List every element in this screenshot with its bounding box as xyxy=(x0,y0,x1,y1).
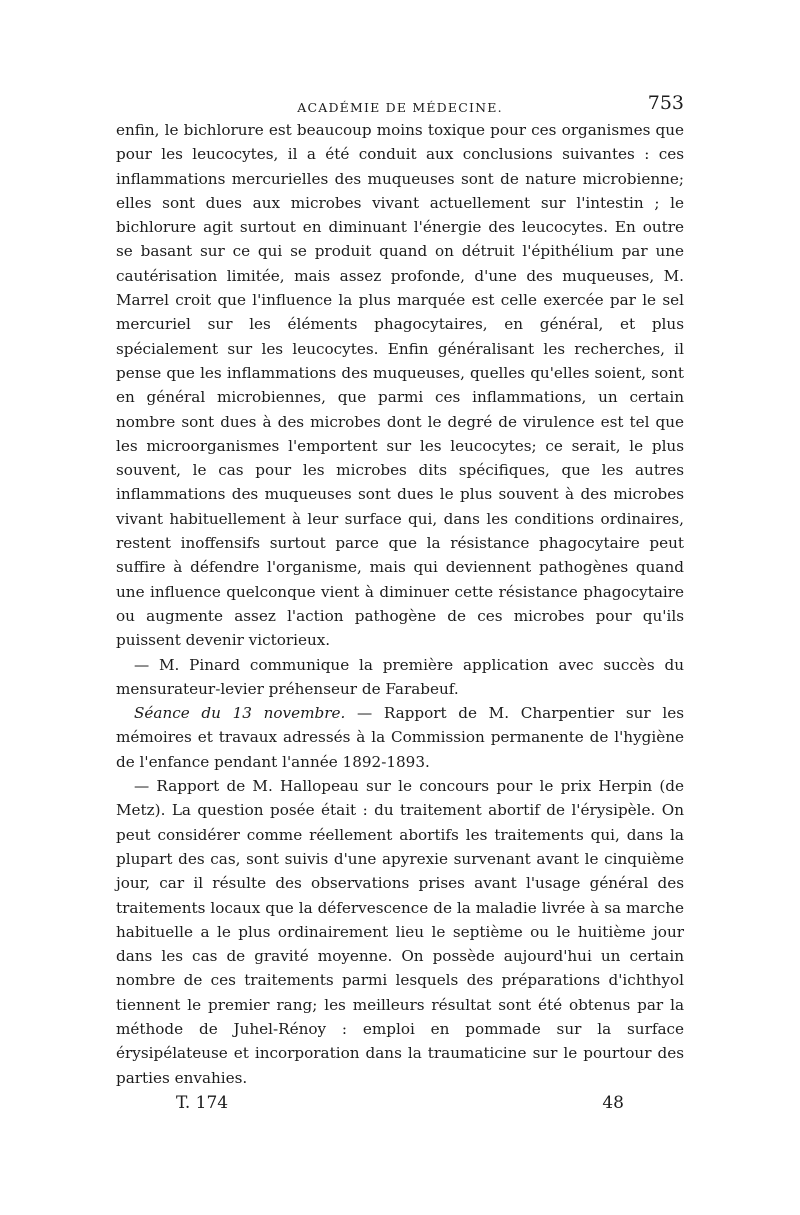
page-footer xyxy=(116,1093,684,1117)
running-head xyxy=(116,92,684,118)
paragraph-marrel-conclusions: enfin, le bichlorure est beaucoup moins toxique pour ces organismes que pour les leucocytes, il a été conduit aux conclusions suivantes : ces inflammations mercurielles des muqueuses sont de nature microbienne; elles sont dues aux microbes vivant actuellement sur l'intestin ; le bichlorure agit surtout en diminuant l'énergie des leucocytes. En outre se basant sur ce qui se produit quand on détruit l'épithélium par une cautérisation limitée, mais assez profonde, d'une des muqueuses, M. Marrel croit que l'influence la plus marquée est celle exercée par le sel mercuriel sur les éléments phagocytaires, en général, et plus spécialement sur les leucocytes. Enfin généralisant les recherches, il pense que les inflammations des muqueuses, quelles qu'elles soient, sont en général microbiennes, que parmi ces inflammations, un certain nombre sont dues à des microbes dont le degré de virulence est tel que les microorganismes l'emportent sur les leucocytes; ce serait, le plus souvent, le cas pour les microbes dits spécifiques, que les autres inflammations des muqueuses sont dues le plus souvent à des microbes vivant habituellement à leur surface qui, dans les conditions ordinaires, restent inoffensifs surtout parce que la résistance phagocytaire peut suffire à défendre l'organisme, mais qui deviennent pathogènes quand une influence quelconque vient à diminuer cette résistance phagocytaire ou augmente assez l'action pathogène de ces microbes pour qu'ils puissent devenir victorieux. xyxy=(116,121,684,650)
document-page xyxy=(116,92,684,1117)
seance-text: — Rapport de M. Charpentier sur les mémoires et travaux adressés à la Commission permanente de l'hygiène de l'enfance pendant l'année 1892-1893. xyxy=(116,704,684,771)
paragraph-seance xyxy=(116,701,684,774)
paragraph-hallopeau: — Rapport de M. Hallopeau sur le concours pour le prix Herpin (de Metz). La question posée était : du traitement abortif de l'érysipèle. On peut considérer comme réellement abortifs les traitements qui, dans la plupart des cas, sont suivis d'une apyrexie survenant avant le cinquième jour, car il résulte des observations prises avant l'usage général des traitements locaux que la défervescence de la maladie livrée à sa marche habituelle a le plus ordinairement lieu le septième ou le huitième jour dans les cas de gravité moyenne. On possède aujourd'hui un certain nombre de ces traitements parmi lesquels des préparations d'ichthyol tiennent le premier rang; les meilleurs résultat sont été obtenus par la méthode de Juhel-Rénoy : emploi en pommade sur la surface érysipélateuse et incorporation dans la traumaticine sur le pourtour des parties envahies. xyxy=(116,777,684,1087)
volume-mark: T. 174 xyxy=(176,1092,229,1113)
page-number: 753 xyxy=(647,92,684,114)
seance-date: Séance du 13 novembre. xyxy=(134,704,346,723)
signature-mark: 48 xyxy=(602,1092,624,1113)
running-title: ACADÉMIE DE MÉDECINE. xyxy=(297,100,503,115)
paragraph-pinard: — M. Pinard communique la première application avec succès du mensurateur-levier préhenseur de Farabeuf. xyxy=(116,655,684,698)
body-text xyxy=(116,118,684,1090)
